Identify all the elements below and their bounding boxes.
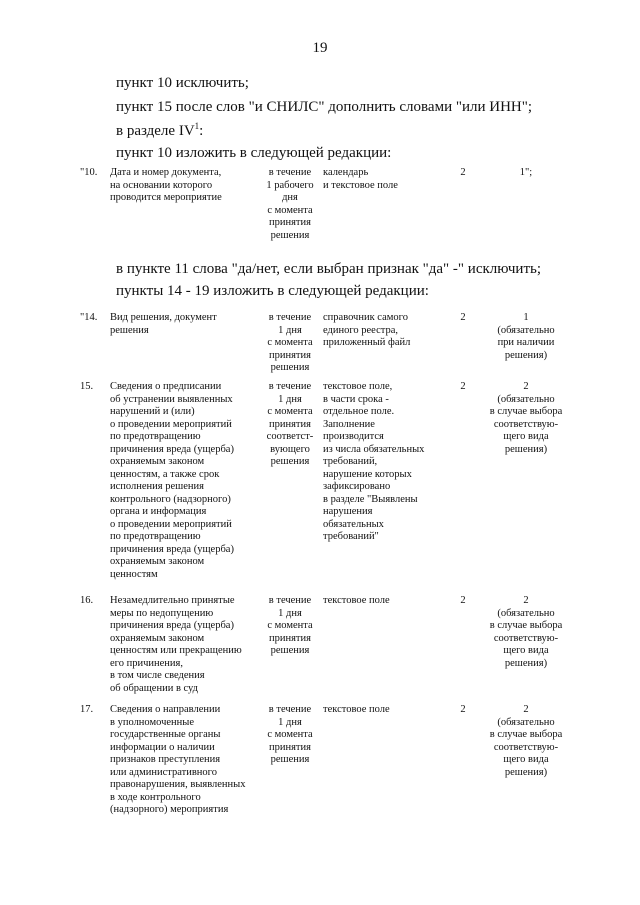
row-number: 17. bbox=[80, 704, 94, 715]
row-type: текстовое поле, в части срока - отдельное поле. Заполнение производится из числа обязательных требований, нарушение которых зафиксировано в разделе "Выявлены нарушения обязательных требований" bbox=[323, 381, 425, 542]
row-number: "10. bbox=[80, 167, 98, 178]
row-level: 2 bbox=[460, 704, 466, 715]
row-level: 2 bbox=[460, 381, 466, 392]
row-requirement: 1"; bbox=[519, 167, 533, 178]
row-term: в течение 1 рабочего дня с момента принятия решения bbox=[266, 167, 314, 241]
intro-line-4: пункт 10 изложить в следующей редакции: bbox=[116, 145, 392, 161]
row-type: текстовое поле bbox=[323, 595, 390, 606]
page-number: 19 bbox=[312, 40, 328, 56]
middle-line-1: в пункте 11 слова "да/нет, если выбран признак "да" -" исключить; bbox=[116, 261, 542, 277]
row-level: 2 bbox=[460, 595, 466, 606]
intro-line-3 bbox=[116, 122, 203, 141]
row-requirement: 2 (обязательно в случае выбора соответствую- щего вида решения) bbox=[489, 595, 563, 669]
row-level: 2 bbox=[460, 312, 466, 323]
row-name: Вид решения, документ решения bbox=[110, 312, 217, 336]
row-number: 16. bbox=[80, 595, 94, 606]
intro-line-2: пункт 15 после слов "и СНИЛС" дополнить словами "или ИНН"; bbox=[116, 99, 533, 115]
row-level: 2 bbox=[460, 167, 466, 178]
intro-line-1: пункт 10 исключить; bbox=[116, 75, 249, 91]
row-number: 15. bbox=[80, 381, 94, 392]
row-name: Сведения о предписании об устранении выявленных нарушений и (или) о проведении мероприятий по предотвращению причинения вреда (ущерба) охраняемым законом ценностям, а также срок исполнения решения контрольного (надзорного) органа и информация о проведении мероприятий по предотвращению причинения вреда (ущерба) охраняемым законом ценностям bbox=[110, 381, 234, 580]
intro-line-3-text: в разделе IV bbox=[116, 123, 195, 139]
row-number: "14. bbox=[80, 312, 98, 323]
row-term: в течение 1 дня с момента принятия соответст- вующего решения bbox=[266, 381, 314, 467]
row-name: Сведения о направлении в уполномоченные государственные органы информации о наличии признаков преступления или административного правонарушения, выявленных в ходе контрольного (надзорного) мероприятия bbox=[110, 704, 246, 815]
row-type: текстовое поле bbox=[323, 704, 390, 715]
row-term: в течение 1 дня с момента принятия решения bbox=[267, 704, 313, 765]
middle-line-2: пункты 14 - 19 изложить в следующей редакции: bbox=[116, 283, 429, 299]
row-requirement: 2 (обязательно в случае выбора соответствую- щего вида решения) bbox=[489, 704, 563, 778]
row-term: в течение 1 дня с момента принятия решения bbox=[267, 595, 313, 656]
row-type: календарь и текстовое поле bbox=[323, 167, 398, 191]
row-type: справочник самого единого реестра, приложенный файл bbox=[323, 312, 411, 348]
row-requirement: 2 (обязательно в случае выбора соответствую- щего вида решения) bbox=[489, 381, 563, 455]
row-name: Дата и номер документа, на основании которого проводится мероприятие bbox=[110, 167, 222, 203]
row-requirement: 1 (обязательно при наличии решения) bbox=[497, 312, 555, 361]
intro-line-3-tail: : bbox=[199, 123, 204, 139]
intro-line-3-sup: 1 bbox=[194, 121, 200, 131]
row-name: Незамедлительно принятые меры по недопущению причинения вреда (ущерба) охраняемым законом ценностям или прекращению его причинения, в том числе сведения об обращении в суд bbox=[110, 595, 242, 694]
row-term: в течение 1 дня с момента принятия решения bbox=[267, 312, 313, 373]
